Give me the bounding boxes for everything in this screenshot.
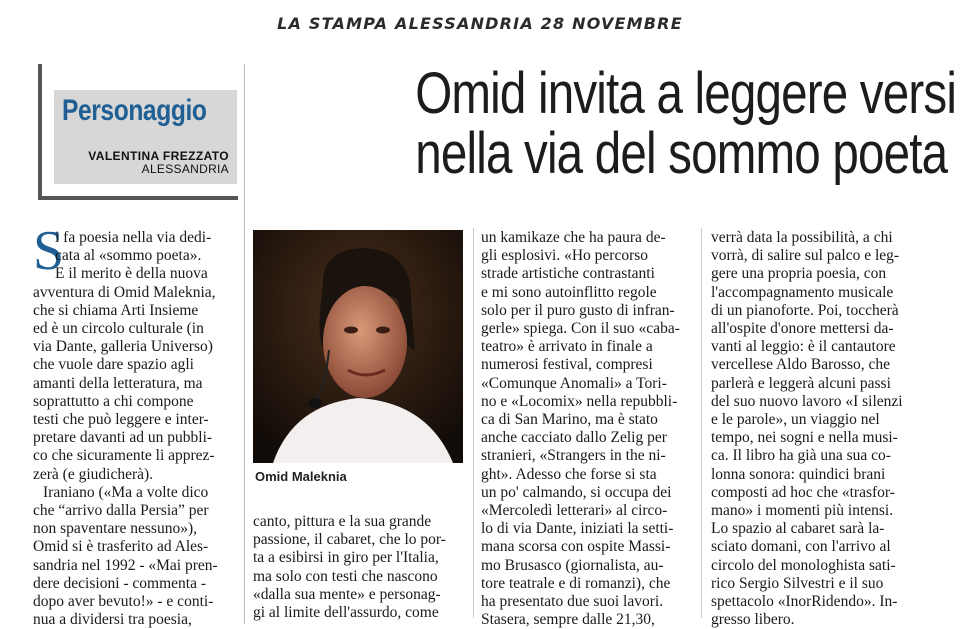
article-line: «dalla sua mente» e personag- [253,585,441,603]
article-line: gere una propria poesia, con [711,265,887,283]
column-rule [473,228,474,618]
article-line: vanti al leggio: è il cantautore [711,338,896,356]
article-line: «Mercoledì letterari» al circo- [481,502,668,520]
article-line: soprattutto a chi compone [33,392,194,410]
article-line: E il merito è della nuova [55,265,208,283]
article-line: che “arrivo dalla Persia” per [33,502,209,520]
article-column-1 [33,229,236,629]
column-divider [244,64,245,624]
article-line: ght». Adesso che forse si sta [481,465,657,483]
headline [300,61,957,186]
page-dateline: LA STAMPA ALESSANDRIA 28 NOVEMBRE [277,14,683,33]
article-line: parlerà e leggerà alcuni passi [711,374,891,392]
article-line: tore teatrale e di romanzi), che [481,574,671,592]
article-line: dopo aver bevuto!» - e conti- [33,593,214,611]
article-line: cata al «sommo poeta». [55,247,202,265]
drop-cap: S [33,220,65,282]
article-line: del suo nuovo lavoro «I silenzi [711,392,903,410]
article-line: stranieri, «Strangers in the ni- [481,447,666,465]
article-line: canto, pittura e la sua grande [253,513,432,530]
article-line: via Dante, galleria Universo) [33,338,213,356]
article-line: un kamikaze che ha paura de- [481,229,666,246]
article-column-2 [253,513,464,622]
portrait-photo [253,230,463,463]
article-line: tempo, nei sogni e nella musi- [711,429,898,447]
article-line: ta a esibirsi in giro per l'Italia, [253,549,439,567]
article-line: composti ad hoc che «trasfor- [711,483,895,501]
article-line: sciato domani, con l'arrivo al [711,538,891,556]
article-line: numerosi festival, compresi [481,356,653,374]
article-line: un po' calmando, si occupa dei [481,483,672,501]
article-line: strade artistiche contrastanti [481,265,655,283]
article-line: zerà (e giudicherà). [33,465,154,483]
article-line: vercellese Aldo Barosso, che [711,356,891,374]
article-line: «Comunque Anomali» a Tori- [481,374,667,392]
kicker-box-rule-vertical [38,64,42,200]
article-line: Omid si è trasferito ad Ales- [33,538,209,556]
author-city: ALESSANDRIA [141,162,229,176]
article-line: e mi sono autoinflitto regole [481,283,657,301]
author-name: VALENTINA FREZZATO [88,149,229,163]
article-line: i fa poesia nella via dedi- [55,229,212,246]
article-line: nua a dividersi tra poesia, [33,611,192,629]
article-line: amanti della letteratura, ma [33,374,203,392]
section-kicker: Personaggio [62,94,207,127]
article-line: circolo del monologhista sati- [711,556,896,574]
article-line: Stasera, sempre dalle 21,30, [481,611,655,629]
article-line: co che sicuramente li apprez- [33,447,215,465]
byline [88,150,229,176]
article-line: passione, il cabaret, che lo por- [253,531,446,549]
article-line: dere decisioni - commenta - [33,574,207,592]
article-line: anche cacciato dallo Zelig per [481,429,667,447]
article-line: mano» i momenti più intensi. [711,502,894,520]
article-line: gresso libero. [711,611,795,629]
article-line: Lo spazio al cabaret sarà la- [711,520,885,538]
article-line: mana scorsa con ospite Massi- [481,538,671,556]
article-line: che vuole dare spazio agli [33,356,194,374]
article-line: verrà data la possibilità, a chi [711,229,893,246]
article-line: e le parole», un viaggio nel [711,411,880,429]
headline-line-2: nella via del sommo poeta [415,121,948,186]
article-line: che si chiama Arti Insieme [33,301,199,319]
article-line: di un pianoforte. Poi, toccherà [711,301,899,319]
article-line: testi che può leggere e inter- [33,411,209,429]
article-line: rico Sergio Silvestri e il suo [711,574,884,592]
portrait-illustration [253,230,463,463]
article-line: non spaventare nessuno»), [33,520,197,538]
article-line: ha presentato due suoi lavori. [481,593,664,611]
article-line: avventura di Omid Maleknia, [33,283,216,301]
article-column-3 [481,229,690,629]
article-line: spettacolo «InorRidendo». In- [711,593,898,611]
article-line: mo Brusasco (giornalista, au- [481,556,664,574]
article-line: lonna sonora: quindici brani [711,465,886,483]
article-line: ma solo con testi che nascono [253,567,438,585]
article-line: l'accompagnamento musicale [711,283,894,301]
article-line: ca di San Marino, ma è stato [481,411,658,429]
article-line: all'ospite d'onore mettersi da- [711,320,894,338]
article-line: solo per il puro gusto di infran- [481,301,675,319]
headline-line-1: Omid invita a leggere versi [415,61,957,126]
article-line: sandria nel 1992 - «Mai pren- [33,556,218,574]
column-rule [701,228,702,618]
article-line: gerle» spiega. Con il suo «caba- [481,320,680,338]
kicker-box-rule-horizontal [38,196,238,200]
article-line: gli esplosivi. «Ho percorso [481,247,649,265]
article-line: vorrà, di salire sul palco e leg- [711,247,900,265]
article-line: lo di via Dante, iniziati la setti- [481,520,674,538]
photo-caption: Omid Maleknia [255,469,347,484]
article-line: teatro» è arrivato in finale a [481,338,653,356]
article-line: Iraniano («Ma a volte dico [43,483,209,501]
article-line: ed è un circolo culturale (in [33,320,204,338]
article-column-4 [711,229,923,629]
article-line: ca. Il libro ha già una sua co- [711,447,891,465]
article-line: gi al limite dell'assurdo, come [253,604,439,622]
article-line: pretare davanti ad un pubbli- [33,429,213,447]
article-line: no e «Locomix» nella repubbli- [481,392,678,410]
